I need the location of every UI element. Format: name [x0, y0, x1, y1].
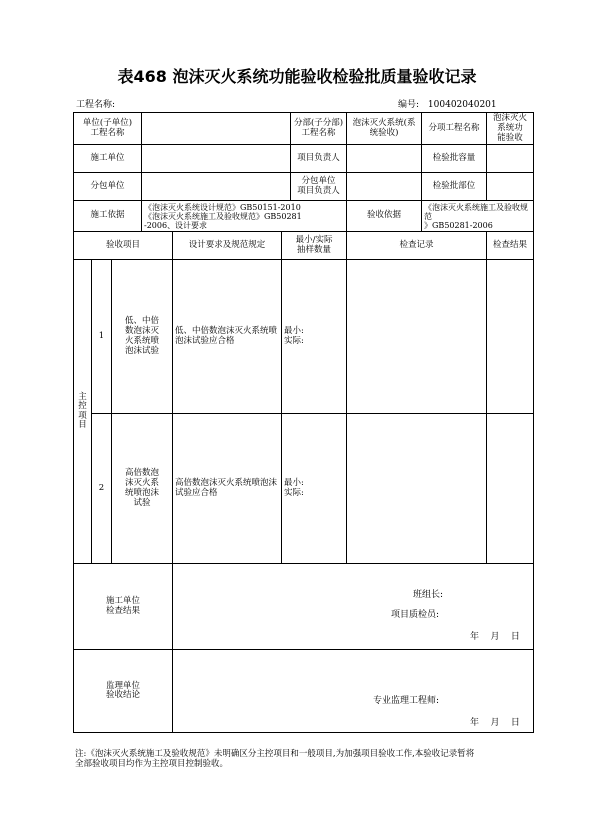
header-row-3 — [74, 173, 534, 201]
constructor-value[interactable] — [142, 145, 291, 173]
supervision-sign-area[interactable] — [173, 650, 534, 733]
construction-check-row — [74, 564, 534, 650]
sub-pm-value[interactable] — [347, 173, 422, 201]
batch-part-value[interactable] — [487, 173, 534, 201]
construction-date: 年 月 日 — [470, 632, 520, 643]
supervision-label: 监理单位 验收结论 — [74, 650, 173, 733]
serial-value: 100402040201 — [427, 100, 497, 110]
project-name-label: 工程名称: — [76, 100, 116, 110]
sub-pm-label: 分包单位 项目负责人 — [291, 173, 347, 201]
basis-value: 《泡沫灭火系统设计规范》GB50151-2010 《泡沫灭火系统施工及验收规范》GB50281 -2006、设计要求 — [142, 201, 347, 232]
item-sample[interactable]: 最小: 实际: — [282, 260, 347, 414]
item-value: 泡沫灭火系统功 能验收 — [487, 113, 534, 145]
batch-part-label: 检验批部位 — [422, 173, 487, 201]
item-req: 高倍数泡沫灭火系统喷泡沫 试验应合格 — [173, 414, 282, 564]
constructor-label: 施工单位 — [74, 145, 142, 173]
item-row-1 — [74, 260, 534, 414]
item-req: 低、中倍数泡沫灭火系统喷 泡沫试验应合格 — [173, 260, 282, 414]
item-row-2 — [74, 414, 534, 564]
item-no: 2 — [92, 414, 112, 564]
unit-label: 单位(子单位) 工程名称 — [74, 113, 142, 145]
batch-cap-label: 检验批容量 — [422, 145, 487, 173]
acc-basis-label: 验收依据 — [347, 201, 422, 232]
acc-basis-value: 《泡沫灭火系统施工及验收规范 》GB50281-2006 — [422, 201, 534, 232]
col-req: 设计要求及规范规定 — [173, 232, 282, 260]
item-label: 分项工程名称 — [422, 113, 487, 145]
sub-label: 分包单位 — [74, 173, 142, 201]
main-control-label: 主控项目 — [74, 260, 92, 564]
item-no: 1 — [92, 260, 112, 414]
supervision-date: 年 月 日 — [470, 718, 520, 729]
acceptance-form-table — [73, 112, 534, 733]
header-row-2 — [74, 145, 534, 173]
division-label: 分部(子分部) 工程名称 — [291, 113, 347, 145]
item-record[interactable] — [347, 414, 487, 564]
item-name: 低、中倍 数泡沫灭 火系统喷 泡沫试验 — [112, 260, 173, 414]
header-row-4 — [74, 201, 534, 232]
batch-cap-value[interactable] — [487, 145, 534, 173]
item-result[interactable] — [487, 414, 534, 564]
item-record[interactable] — [347, 260, 487, 414]
footnote: 注:《泡沫灭火系统施工及验收规范》未明确区分主控项目和一般项目,为加强项目验收工作,本验收记录暂将 全部验收项目均作为主控项目控制验收。 — [75, 749, 475, 770]
division-value: 泡沫灭火系统(系 统验收) — [347, 113, 422, 145]
supervision-row — [74, 650, 534, 733]
construction-check-sign-area[interactable] — [173, 564, 534, 650]
col-item: 验收项目 — [74, 232, 173, 260]
pm-value[interactable] — [347, 145, 422, 173]
page-title: 表468 泡沫灭火系统功能验收检验批质量验收记录 — [117, 67, 477, 86]
column-header-row — [74, 232, 534, 260]
basis-label: 施工依据 — [74, 201, 142, 232]
serial-number — [398, 97, 497, 110]
leader-label: 班组长: — [413, 590, 444, 601]
unit-value[interactable] — [142, 113, 291, 145]
sub-value[interactable] — [142, 173, 291, 201]
item-name: 高倍数泡 沫灭火系 统喷泡沫 试验 — [112, 414, 173, 564]
col-sample: 最小/实际 抽样数量 — [282, 232, 347, 260]
header-row-1 — [74, 113, 534, 145]
col-result: 检查结果 — [487, 232, 534, 260]
inspector-label: 项目质检员: — [391, 610, 440, 621]
item-result[interactable] — [487, 260, 534, 414]
pm-label: 项目负责人 — [291, 145, 347, 173]
engineer-label: 专业监理工程师: — [373, 696, 440, 707]
item-sample[interactable]: 最小: 实际: — [282, 414, 347, 564]
serial-label: 编号: — [398, 100, 420, 110]
col-record: 检查记录 — [347, 232, 487, 260]
construction-check-label: 施工单位 检查结果 — [74, 564, 173, 650]
